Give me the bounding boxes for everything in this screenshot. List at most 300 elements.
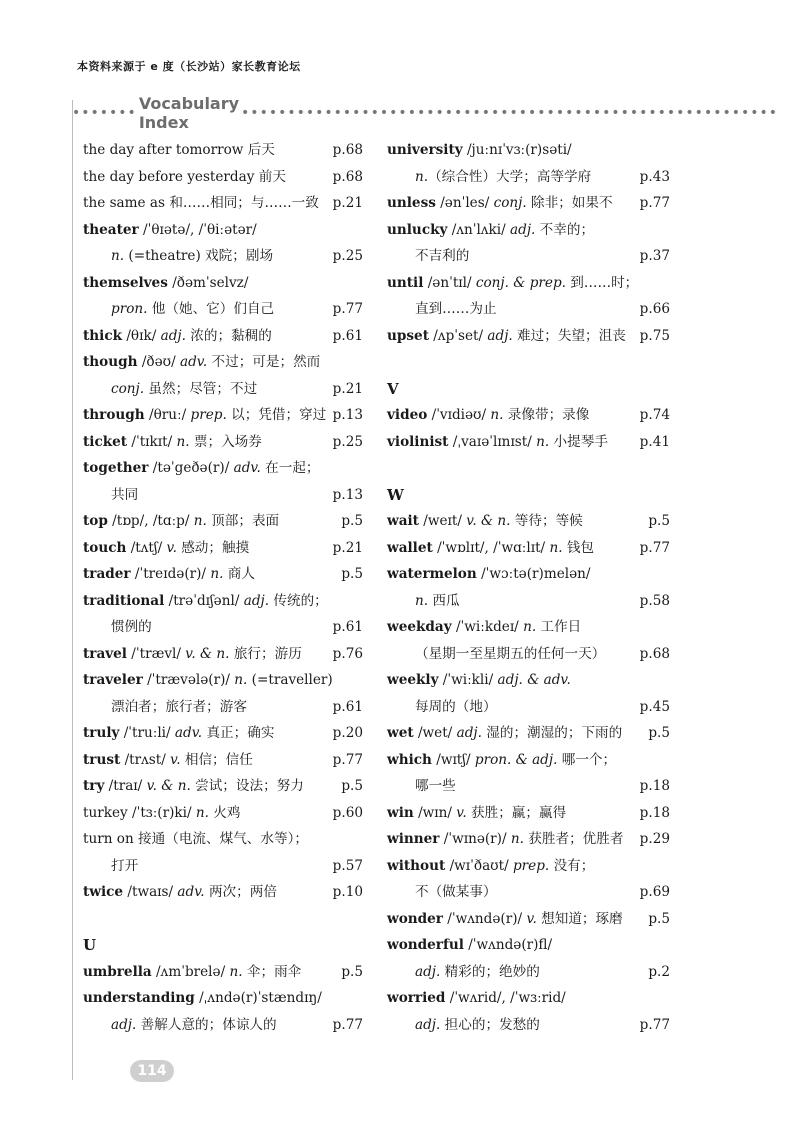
definition: 难过；失望；沮丧 bbox=[512, 327, 626, 344]
headword: university bbox=[387, 142, 463, 158]
entry-text bbox=[83, 667, 333, 694]
index-entry bbox=[387, 429, 670, 456]
definition: 哪一些 bbox=[415, 778, 456, 794]
definition: 前天 bbox=[254, 168, 286, 185]
index-entry bbox=[83, 985, 363, 1012]
phonetic: /ˌʌndə(r)ˈstændɪŋ/ bbox=[194, 990, 322, 1006]
page-ref: p.5 bbox=[341, 566, 363, 582]
entry-text bbox=[387, 296, 497, 323]
entry-text bbox=[83, 1012, 277, 1039]
headword: traditional bbox=[83, 592, 165, 609]
part-of-speech: adv. bbox=[233, 460, 261, 476]
part-of-speech: n. bbox=[210, 566, 224, 582]
headword: traveler bbox=[83, 672, 143, 688]
part-of-speech: n. bbox=[536, 433, 550, 450]
part-of-speech: adj. bbox=[160, 327, 186, 344]
entry-text bbox=[387, 773, 456, 800]
page-ref: p.5 bbox=[648, 513, 670, 529]
part-of-speech: v. & n. bbox=[466, 513, 511, 529]
entry-text bbox=[387, 402, 589, 429]
index-entry bbox=[83, 190, 363, 217]
entry-continuation bbox=[83, 853, 363, 880]
page-ref: p.41 bbox=[639, 433, 670, 450]
headword: together bbox=[83, 460, 149, 476]
page-ref: p.5 bbox=[341, 778, 363, 794]
page-ref: p.77 bbox=[639, 1016, 670, 1033]
page-ref: p.10 bbox=[332, 884, 363, 900]
part-of-speech: conj. bbox=[111, 380, 145, 397]
part-of-speech: n. bbox=[176, 433, 190, 450]
entry-continuation bbox=[83, 376, 363, 403]
headword: without bbox=[387, 857, 446, 874]
definition: 善解人意的；体谅人的 bbox=[136, 1016, 277, 1033]
index-entry bbox=[387, 402, 670, 429]
headword: though bbox=[83, 354, 138, 370]
headword: trader bbox=[83, 566, 131, 582]
part-of-speech: adj. bbox=[111, 1016, 137, 1033]
page-ref: p.68 bbox=[332, 168, 363, 185]
page-ref: p.61 bbox=[332, 327, 363, 344]
entry-text bbox=[83, 985, 322, 1012]
definition: 获胜；赢；赢得 bbox=[466, 804, 567, 821]
definition: 想知道；琢磨 bbox=[536, 910, 623, 927]
entry-continuation bbox=[83, 243, 363, 270]
definition: 共同 bbox=[111, 486, 139, 503]
header-dots-right: •••••••••••••••••••••••••••••••••••••••••••••••••••••••••• bbox=[241, 105, 778, 121]
phonetic: /tʌtʃ/ bbox=[126, 539, 167, 556]
definition: 西瓜 bbox=[428, 592, 460, 609]
headword: win bbox=[387, 804, 414, 821]
headword: thick bbox=[83, 327, 123, 344]
index-entry bbox=[387, 137, 670, 164]
phonetic: /ˈtrævələ(r)/ bbox=[142, 672, 235, 688]
headword: unless bbox=[387, 195, 436, 211]
headword: turn on bbox=[83, 831, 134, 847]
phonetic: /juːnɪˈvɜː(r)səti/ bbox=[462, 142, 572, 158]
definition: 在一起； bbox=[260, 460, 320, 476]
index-entry bbox=[83, 137, 363, 164]
entry-continuation bbox=[387, 588, 670, 615]
entry-text bbox=[83, 482, 138, 509]
entry-text bbox=[387, 906, 623, 933]
index-entry bbox=[83, 535, 363, 562]
spacer bbox=[387, 455, 670, 482]
definition: 不过；可是；然而 bbox=[207, 354, 321, 370]
page-ref: p.68 bbox=[332, 142, 363, 158]
definition: (=theatre) 戏院；剧场 bbox=[124, 248, 274, 264]
definition: 不（做某事） bbox=[415, 884, 497, 900]
phonetic: /ˈθɪətə/, /ˈθiːətər/ bbox=[138, 221, 257, 238]
part-of-speech: v. bbox=[170, 751, 181, 768]
entry-text bbox=[83, 561, 255, 588]
page-number-badge: 114 bbox=[130, 1060, 174, 1082]
part-of-speech: v. & n. bbox=[146, 778, 191, 794]
header-dots-left: ••••••• bbox=[72, 105, 137, 121]
entry-text bbox=[83, 270, 248, 297]
page-ref: p.69 bbox=[639, 884, 670, 900]
headword: truly bbox=[83, 725, 120, 741]
headword: upset bbox=[387, 327, 429, 344]
headword: wonder bbox=[387, 910, 443, 927]
definition: 工作日 bbox=[536, 619, 582, 635]
part-of-speech: adj. bbox=[510, 221, 536, 238]
index-column-left bbox=[83, 137, 363, 1038]
index-entry bbox=[387, 800, 670, 827]
entry-text bbox=[83, 641, 302, 668]
part-of-speech: adj. bbox=[415, 1016, 441, 1033]
headword: watermelon bbox=[387, 566, 477, 582]
phonetic: /ənˈles/ bbox=[435, 195, 494, 211]
entry-text bbox=[387, 853, 594, 880]
phonetic: /ˈwɒlɪt/, /ˈwɑːlɪt/ bbox=[432, 539, 550, 556]
entry-text bbox=[83, 455, 320, 482]
entry-text bbox=[387, 747, 616, 774]
phonetic: /ˈtreɪdə(r)/ bbox=[130, 566, 211, 582]
index-entry bbox=[387, 826, 670, 853]
phonetic: /ˈwɔːtə(r)melən/ bbox=[476, 566, 591, 582]
margin-line bbox=[72, 100, 73, 1080]
definition: 哪一个； bbox=[557, 751, 617, 768]
part-of-speech: n. bbox=[234, 672, 248, 688]
definition: 伞；雨伞 bbox=[242, 963, 302, 980]
entry-text bbox=[83, 588, 328, 615]
page-ref: p.21 bbox=[332, 195, 363, 211]
entry-text bbox=[387, 429, 608, 456]
index-entry bbox=[83, 455, 363, 482]
index-entry bbox=[387, 853, 670, 880]
page-ref: p.66 bbox=[639, 301, 670, 317]
index-entry bbox=[83, 800, 363, 827]
definition: 火鸡 bbox=[208, 804, 241, 821]
part-of-speech: adj. bbox=[243, 592, 270, 609]
phonetic: /ˈvɪdiəʊ/ bbox=[427, 407, 491, 423]
page-ref: p.20 bbox=[332, 725, 363, 741]
entry-text bbox=[387, 879, 497, 906]
section-header bbox=[72, 94, 778, 132]
definition: 真正；确实 bbox=[202, 725, 275, 741]
phonetic: /ˈwʌndə(r)/ bbox=[442, 910, 527, 927]
entry-text bbox=[83, 243, 273, 270]
index-entry bbox=[83, 959, 363, 986]
entry-text bbox=[387, 694, 497, 721]
entry-text bbox=[83, 800, 240, 827]
page-ref: p.5 bbox=[341, 513, 363, 529]
entry-text bbox=[387, 932, 552, 959]
definition: 湿的；潮湿的；下雨的 bbox=[481, 725, 623, 741]
entry-text bbox=[387, 508, 583, 535]
part-of-speech: adj. bbox=[456, 725, 482, 741]
phonetic: /ˈwɪnə(r)/ bbox=[439, 831, 511, 847]
definition: 两次；两倍 bbox=[204, 884, 277, 900]
index-entry bbox=[387, 932, 670, 959]
definition: 惯例的 bbox=[111, 619, 152, 635]
entry-continuation bbox=[387, 243, 670, 270]
phonetic: /ˈtɜː(r)ki/ bbox=[127, 804, 196, 821]
entry-text bbox=[387, 959, 540, 986]
entry-continuation bbox=[387, 164, 670, 191]
part-of-speech: adj. bbox=[487, 327, 513, 344]
entry-continuation bbox=[387, 694, 670, 721]
entry-continuation bbox=[387, 773, 670, 800]
entry-continuation bbox=[83, 296, 363, 323]
phonetic: /ʌnˈlʌki/ bbox=[447, 221, 511, 238]
page-ref: p.5 bbox=[341, 963, 363, 980]
entry-text bbox=[83, 217, 257, 244]
entry-text bbox=[387, 164, 591, 191]
page-ref: p.43 bbox=[639, 168, 670, 185]
headword: try bbox=[83, 778, 105, 794]
index-entry bbox=[83, 323, 363, 350]
entry-continuation bbox=[387, 879, 670, 906]
entry-text bbox=[83, 402, 326, 429]
headword: top bbox=[83, 513, 108, 529]
index-entry bbox=[83, 588, 363, 615]
letter-heading: U bbox=[83, 936, 97, 954]
headword: understanding bbox=[83, 990, 195, 1006]
entry-continuation bbox=[83, 1012, 363, 1039]
part-of-speech: v. bbox=[526, 910, 537, 927]
part-of-speech: n. bbox=[229, 963, 243, 980]
headword: wonderful bbox=[387, 937, 464, 953]
index-entry bbox=[83, 826, 363, 853]
entry-text bbox=[83, 853, 138, 880]
page-ref: p.60 bbox=[332, 804, 363, 821]
part-of-speech: prep. bbox=[512, 857, 550, 874]
headword: twice bbox=[83, 884, 124, 900]
index-entry bbox=[83, 429, 363, 456]
definition: 直到……为止 bbox=[415, 301, 497, 317]
page-ref: p.74 bbox=[639, 407, 670, 423]
page-ref: p.18 bbox=[639, 804, 670, 821]
part-of-speech: v. bbox=[166, 539, 177, 556]
page-ref: p.58 bbox=[639, 592, 670, 609]
index-entry bbox=[83, 270, 363, 297]
phonetic: /ˈwiːkdeɪ/ bbox=[451, 619, 524, 635]
definition: 票；入场券 bbox=[189, 433, 262, 450]
definition: 到……时； bbox=[565, 274, 639, 291]
page-ref: p.21 bbox=[332, 380, 363, 397]
phonetic: /tɒp/, /tɑːp/ bbox=[107, 513, 194, 529]
page-ref: p.21 bbox=[332, 539, 363, 556]
phonetic: /ˈtrævl/ bbox=[126, 645, 186, 662]
headword: ticket bbox=[83, 433, 128, 450]
definition: 尝试；设法；努力 bbox=[190, 778, 304, 794]
definition: 获胜者；优胜者 bbox=[523, 831, 624, 847]
entry-text bbox=[387, 826, 623, 853]
entry-text bbox=[83, 879, 277, 906]
phonetic: /ʌmˈbrelə/ bbox=[151, 963, 230, 980]
section-title: Vocabulary Index bbox=[138, 94, 240, 132]
phonetic: /ðəʊ/ bbox=[137, 354, 180, 370]
page-ref: p.68 bbox=[639, 645, 670, 662]
part-of-speech: n. bbox=[415, 168, 429, 185]
entry-text bbox=[387, 217, 594, 244]
definition: 漂泊者；旅行者；游客 bbox=[111, 698, 247, 715]
headword: which bbox=[387, 751, 432, 768]
headword: weekly bbox=[387, 672, 439, 688]
index-entry bbox=[387, 667, 670, 694]
part-of-speech: n. bbox=[549, 539, 563, 556]
phonetic: /wɪtʃ/ bbox=[431, 751, 475, 768]
phonetic: /weɪt/ bbox=[418, 513, 467, 529]
phonetic: /wet/ bbox=[413, 725, 457, 741]
phonetic: /θɪk/ bbox=[122, 327, 161, 344]
spacer bbox=[387, 349, 670, 376]
index-entry bbox=[387, 270, 670, 297]
headword: turkey bbox=[83, 804, 128, 821]
index-entry bbox=[83, 667, 363, 694]
headword: umbrella bbox=[83, 963, 152, 980]
entry-text bbox=[83, 190, 319, 217]
definition: 相信；信任 bbox=[180, 751, 253, 768]
phonetic: /traɪ/ bbox=[104, 778, 147, 794]
definition: 以；凭借；穿过 bbox=[226, 407, 327, 423]
headword: wait bbox=[387, 513, 419, 529]
entry-text bbox=[387, 614, 581, 641]
index-entry bbox=[83, 508, 363, 535]
entry-text bbox=[83, 614, 152, 641]
entry-text bbox=[83, 349, 320, 376]
definition: 感动；触摸 bbox=[176, 539, 250, 556]
headword: wallet bbox=[387, 539, 433, 556]
part-of-speech: adj. & adv. bbox=[497, 672, 571, 688]
part-of-speech: pron. & adj. bbox=[474, 751, 558, 768]
definition: 录像带；录像 bbox=[503, 407, 590, 423]
page-ref: p.13 bbox=[332, 486, 363, 503]
index-entry bbox=[387, 561, 670, 588]
headword: violinist bbox=[387, 433, 449, 450]
definition: 小提琴手 bbox=[549, 433, 608, 450]
part-of-speech: adj. bbox=[415, 963, 441, 980]
entry-text bbox=[387, 588, 460, 615]
page-ref: p.77 bbox=[639, 195, 670, 211]
entry-text bbox=[83, 429, 262, 456]
entry-text bbox=[387, 190, 613, 217]
index-entry bbox=[387, 535, 670, 562]
page-ref: p.25 bbox=[332, 433, 363, 450]
entry-text bbox=[83, 720, 274, 747]
headword: unlucky bbox=[387, 221, 448, 238]
spacer bbox=[83, 906, 363, 933]
definition: 钱包 bbox=[562, 539, 595, 556]
definition: 虽然；尽管；不过 bbox=[144, 380, 258, 397]
part-of-speech: n. bbox=[415, 592, 429, 609]
definition: 不幸的； bbox=[535, 221, 595, 238]
definition: （综合性）大学；高等学府 bbox=[428, 168, 592, 185]
entry-text bbox=[387, 641, 605, 668]
headword: travel bbox=[83, 645, 127, 662]
phonetic: /trəˈdɪʃənl/ bbox=[164, 592, 244, 609]
definition: 打开 bbox=[111, 857, 139, 874]
index-column-right bbox=[387, 137, 670, 1038]
entry-text bbox=[83, 747, 253, 774]
entry-text bbox=[83, 323, 272, 350]
entry-continuation bbox=[387, 296, 670, 323]
definition: 传统的； bbox=[269, 592, 328, 609]
phonetic: /θruː/ bbox=[144, 407, 191, 423]
definition: 每周的（地） bbox=[415, 698, 497, 715]
headword: trust bbox=[83, 751, 121, 768]
part-of-speech: conj. bbox=[493, 195, 527, 211]
entry-continuation bbox=[387, 1012, 670, 1039]
entry-text bbox=[387, 561, 591, 588]
part-of-speech: v. bbox=[456, 804, 467, 821]
part-of-speech: n. bbox=[510, 831, 524, 847]
part-of-speech: adv. bbox=[179, 354, 208, 370]
definition: 除非；如果不 bbox=[526, 195, 613, 211]
page-ref: p.75 bbox=[639, 327, 670, 344]
headword: theater bbox=[83, 221, 139, 238]
definition: 不吉利的 bbox=[415, 248, 470, 264]
entry-continuation bbox=[83, 694, 363, 721]
headword: the day after tomorrow bbox=[83, 142, 244, 158]
part-of-speech: adv. bbox=[177, 884, 205, 900]
definition: 担心的；发愁的 bbox=[440, 1016, 540, 1033]
part-of-speech: n. bbox=[195, 804, 209, 821]
headword: through bbox=[83, 407, 145, 423]
part-of-speech: n. bbox=[111, 248, 125, 264]
index-entry bbox=[83, 402, 363, 429]
page-ref: p.29 bbox=[639, 831, 670, 847]
page-ref: p.77 bbox=[639, 539, 670, 556]
part-of-speech: n. bbox=[523, 619, 537, 635]
page-ref: p.45 bbox=[639, 698, 670, 715]
entry-text bbox=[83, 137, 275, 164]
index-entry bbox=[387, 614, 670, 641]
entry-text bbox=[387, 667, 571, 694]
page-ref: p.5 bbox=[648, 910, 670, 927]
phonetic: /ənˈtɪl/ bbox=[423, 274, 476, 291]
definition: 没有； bbox=[549, 857, 595, 874]
definition: （星期一至星期五的任何一天） bbox=[415, 645, 606, 662]
page-ref: p.57 bbox=[332, 857, 363, 874]
headword: touch bbox=[83, 539, 127, 556]
headword: weekday bbox=[387, 619, 452, 635]
entry-text bbox=[83, 959, 301, 986]
headword: the same as bbox=[83, 195, 166, 211]
source-note: 本资料来源于 e 度（长沙站）家长教育论坛 bbox=[77, 60, 301, 73]
definition: 后天 bbox=[243, 142, 275, 158]
headword: wet bbox=[387, 725, 414, 741]
page-ref: p.25 bbox=[332, 248, 363, 264]
headword: video bbox=[387, 407, 428, 423]
phonetic: /ʌpˈset/ bbox=[428, 327, 488, 344]
phonetic: /wɪn/ bbox=[413, 804, 457, 821]
index-entry bbox=[387, 508, 670, 535]
entry-continuation bbox=[387, 641, 670, 668]
entry-text bbox=[387, 137, 572, 164]
part-of-speech: conj. & prep. bbox=[475, 274, 566, 291]
phonetic: /twaɪs/ bbox=[123, 884, 178, 900]
entry-text bbox=[387, 800, 566, 827]
phonetic: /trʌst/ bbox=[120, 751, 171, 768]
part-of-speech: prep. bbox=[190, 407, 227, 423]
entry-text bbox=[83, 296, 274, 323]
entry-text bbox=[387, 323, 626, 350]
part-of-speech: n. bbox=[193, 513, 207, 529]
definition: 他（她、它）们自己 bbox=[147, 301, 275, 317]
entry-text bbox=[387, 270, 638, 297]
phonetic: /ˈwʌndə(r)fl/ bbox=[463, 937, 553, 953]
index-entry bbox=[387, 720, 670, 747]
page-ref: p.18 bbox=[639, 778, 670, 794]
entry-continuation bbox=[83, 482, 363, 509]
page-ref: p.37 bbox=[639, 248, 670, 264]
index-entry bbox=[387, 323, 670, 350]
page-ref: p.2 bbox=[648, 963, 670, 980]
definition: 旅行；游历 bbox=[229, 645, 302, 662]
page-ref: p.61 bbox=[332, 619, 363, 635]
